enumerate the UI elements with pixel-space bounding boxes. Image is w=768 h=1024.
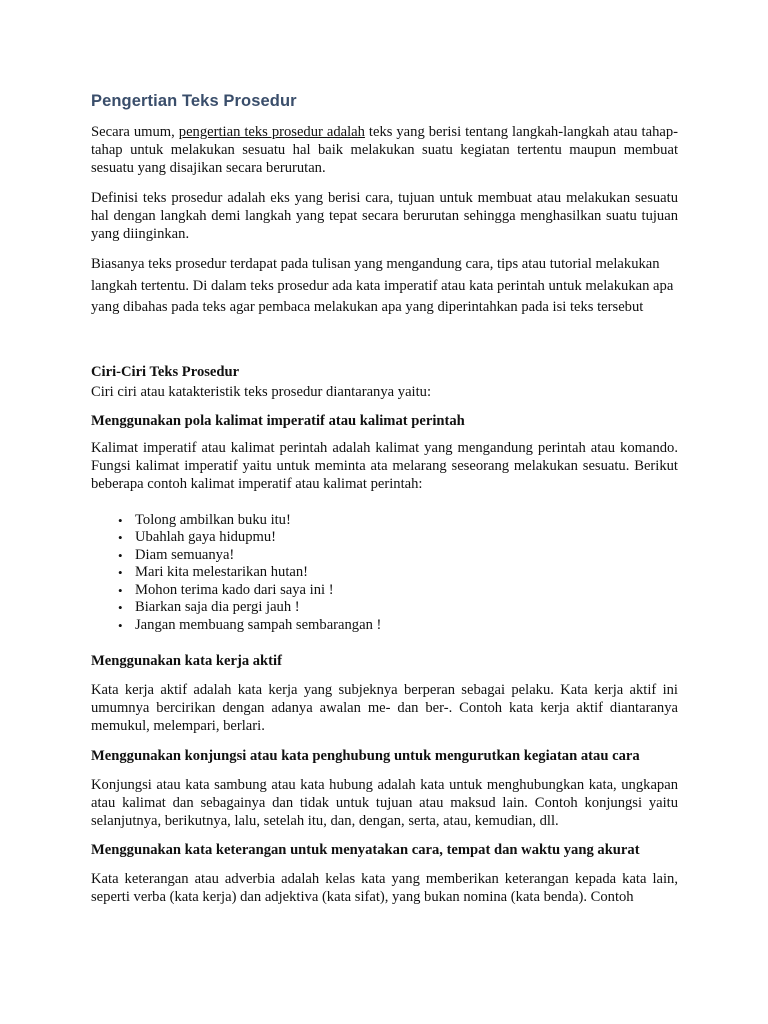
- subheading-imperatif: Menggunakan pola kalimat imperatif atau kalimat perintah: [91, 412, 465, 429]
- section-heading-ciri: Ciri-Ciri Teks Prosedur: [91, 363, 240, 380]
- list-item: • Mohon terima kado dari saya ini !: [135, 582, 678, 600]
- paragraph-definition-2: Definisi teks prosedur adalah eks yang berisi cara, tujuan untuk membuat atau melakukan sesuatu hal dengan langkah demi langkah yang tepat secara berurutan sehingga menghasilkan suatu tujuan yang diinginkan.: [91, 189, 678, 243]
- list-item: • Mari kita melestarikan hutan!: [135, 564, 678, 582]
- subheading-konjungsi: Menggunakan konjungsi atau kata penghubung untuk mengurutkan kegiatan atau cara: [91, 747, 640, 764]
- list-item: • Diam semuanya!: [135, 547, 678, 565]
- list-item: • Jangan membuang sampah sembarangan !: [135, 617, 678, 635]
- paragraph-text: Secara umum,: [91, 124, 179, 140]
- ciri-intro: Ciri ciri atau katakteristik teks prosedur diantaranya yaitu:: [91, 383, 432, 400]
- subheading-kata-keterangan: Menggunakan kata keterangan untuk menyatakan cara, tempat dan waktu yang akurat: [91, 842, 640, 859]
- paragraph-konjungsi: Konjungsi atau kata sambung atau kata hubung adalah kata untuk menghubungkan kata, ungkapan atau kalimat dan sebagainya dan tidak untuk tujuan atau maksud lain. Contoh konjungsi yaitu selanjutnya, berikutnya, lalu, setelah itu, dan, dengan, serta, atau, kemudian, dll.: [91, 776, 678, 830]
- paragraph-imperatif: Kalimat imperatif atau kalimat perintah adalah kalimat yang mengandung perintah atau komando. Fungsi kalimat imperatif yaitu untuk meminta ata melarang seseorang melakukan sesuatu. Berikut beberapa contoh kalimat imperatif atau kalimat perintah:: [91, 439, 678, 493]
- list-item: • Biarkan saja dia pergi jauh !: [135, 599, 678, 617]
- list-item: • Ubahlah gaya hidupmu!: [135, 529, 678, 547]
- paragraph-definition-1: [91, 123, 678, 178]
- paragraph-text: teks yang berisi tentang langkah-langkah atau tahap-tahap untuk melakukan sesuatu hal baik melakukan suatu kegiatan tertentu maupun membuat sesuatu yang disajikan secara berurutan.: [91, 124, 678, 177]
- paragraph-kata-kerja-aktif: Kata kerja aktif adalah kata kerja yang subjeknya berperan sebagai pelaku. Kata kerja aktif ini umumnya bercirikan dengan adanya awalan me- dan ber-. Contoh kata kerja aktif diantaranya memukul, melempari, berlari.: [91, 682, 678, 735]
- paragraph-usage: Biasanya teks prosedur terdapat pada tulisan yang mengandung cara, tips atau tutorial melakukan langkah tertentu. Di dalam teks prosedur ada kata imperatif atau kata perintah untuk melakukan apa yang dibahas pada teks agar pembaca melakukan apa yang diperintahkan pada isi teks tersebut: [91, 256, 674, 316]
- paragraph-kata-keterangan: Kata keterangan atau adverbia adalah kelas kata yang memberikan keterangan kepada kata lain, seperti verba (kata kerja) dan adjektiva (kata sifat), yang bukan nomina (kata benda). Contoh: [91, 871, 678, 906]
- definition-link[interactable]: pengertian teks prosedur adalah: [178, 124, 365, 140]
- subheading-kata-kerja-aktif: Menggunakan kata kerja aktif: [91, 653, 282, 670]
- list-item: • Tolong ambilkan buku itu!: [135, 512, 678, 530]
- imperative-examples-list: [91, 512, 678, 635]
- page-title: Pengertian Teks Prosedur: [91, 92, 297, 110]
